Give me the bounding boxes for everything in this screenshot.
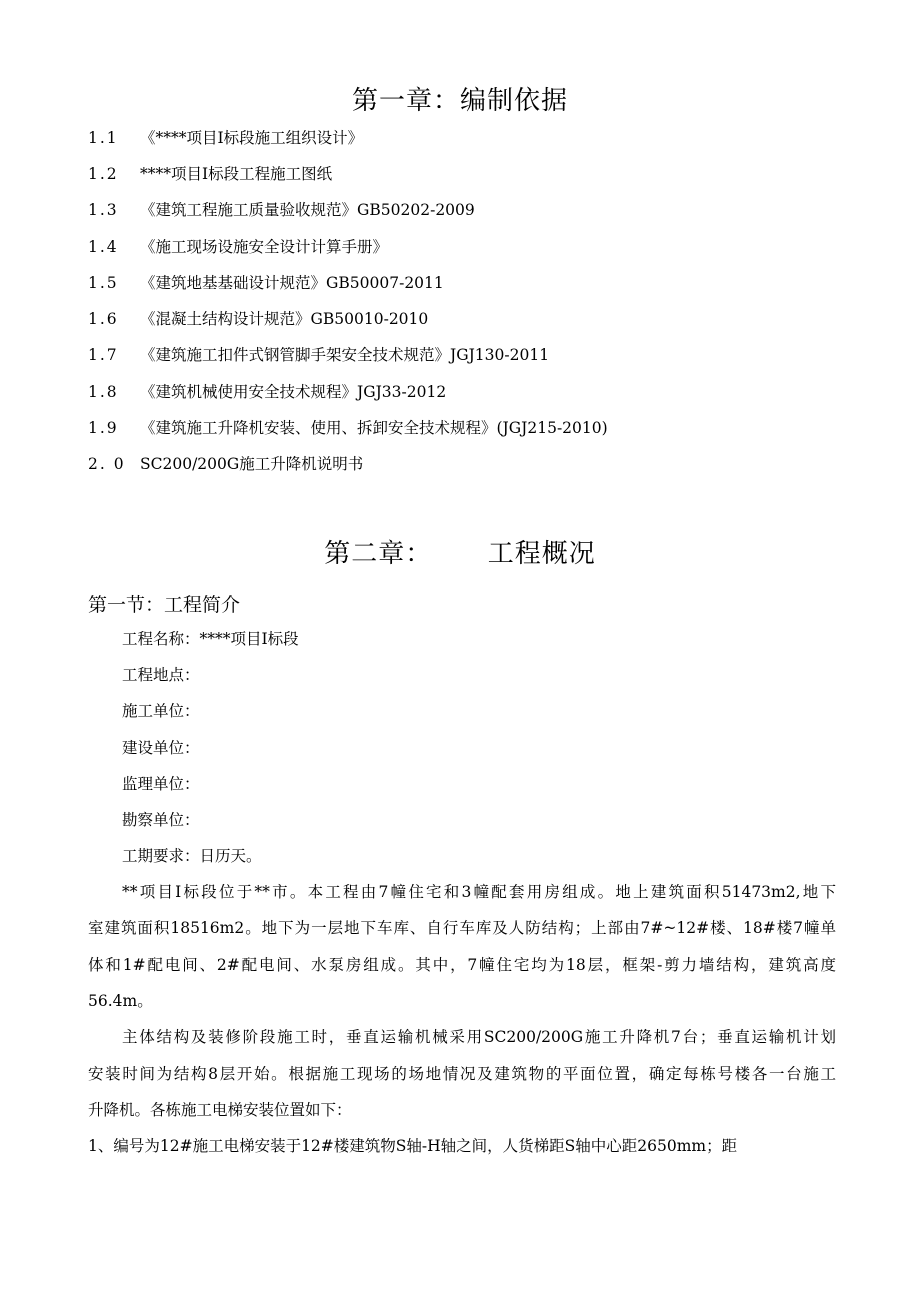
construction-unit-field: 施工单位： xyxy=(122,702,200,720)
reference-number: 1.1 xyxy=(88,129,119,147)
reference-number: 1.8 xyxy=(88,383,119,401)
reference-number: 1.2 xyxy=(88,165,119,183)
reference-text: SC200/200G施工升降机说明书 xyxy=(140,455,364,473)
survey-unit-field: 勘察单位： xyxy=(122,811,200,829)
owner-unit-field: 建设单位： xyxy=(122,739,200,757)
reference-text: 《混凝土结构设计规范》GB50010-2010 xyxy=(140,310,429,328)
reference-text: 《建筑机械使用安全技术规程》JGJ33-2012 xyxy=(140,383,447,401)
paragraph-line: 56.4m。 xyxy=(88,992,153,1010)
reference-text: 《建筑施工升降机安装、使用、拆卸安全技术规程》(JGJ215-2010) xyxy=(140,419,608,437)
reference-item xyxy=(88,417,608,439)
reference-item xyxy=(88,308,428,330)
reference-number: 1.7 xyxy=(88,346,119,364)
reference-text: ****项目Ⅰ标段工程施工图纸 xyxy=(140,165,333,183)
paragraph-line: 主体结构及装修阶段施工时，垂直运输机械采用SC200/200G施工升降机7台；垂直运输机计划 xyxy=(122,1028,836,1046)
reference-number: 1.5 xyxy=(88,274,119,292)
reference-number: 2. 0 xyxy=(88,455,126,473)
reference-item xyxy=(88,163,332,185)
project-name-field: 工程名称：****项目Ⅰ标段 xyxy=(122,630,299,648)
reference-item xyxy=(88,127,363,149)
paragraph-line: 安装时间为结构8层开始。根据施工现场的场地情况及建筑物的平面位置，确定每栋号楼各一台施工 xyxy=(88,1065,836,1083)
reference-item xyxy=(88,453,363,475)
paragraph-line: 升降机。各栋施工电梯安装位置如下： xyxy=(88,1101,352,1119)
reference-text: 《****项目Ⅰ标段施工组织设计》 xyxy=(140,129,364,147)
reference-item xyxy=(88,272,444,294)
paragraph-line: 体和1#配电间、2#配电间、水泵房组成。其中，7幢住宅均为18层，框架-剪力墙结构，建筑高度 xyxy=(88,956,836,974)
reference-number: 1.3 xyxy=(88,201,119,219)
section-title: 第一节：工程简介 xyxy=(88,594,241,616)
reference-text: 《施工现场设施安全设计计算手册》 xyxy=(140,238,389,256)
paragraph-line: 1、编号为12#施工电梯安装于12#楼建筑物S轴-H轴之间，人货梯距S轴中心距2650mm；距 xyxy=(88,1137,738,1155)
reference-item xyxy=(88,236,388,258)
reference-item xyxy=(88,199,475,221)
supervision-unit-field: 监理单位： xyxy=(122,775,200,793)
schedule-field: 工期要求：日历天。 xyxy=(122,847,262,865)
reference-number: 1.4 xyxy=(88,238,119,256)
chapter-2-title: 第二章： 工程概况 xyxy=(324,539,596,569)
paragraph-line: 室建筑面积18516m2。地下为一层地下车库、自行车库及人防结构；上部由7#~12#楼、18#楼7幢单 xyxy=(88,919,836,937)
reference-text: 《建筑施工扣件式钢管脚手架安全技术规范》JGJ130-2011 xyxy=(140,346,550,364)
chapter-1-title: 第一章：编制依据 xyxy=(351,86,568,116)
reference-text: 《建筑地基基础设计规范》GB50007-2011 xyxy=(140,274,444,292)
reference-text: 《建筑工程施工质量验收规范》GB50202-2009 xyxy=(140,201,475,219)
reference-number: 1.6 xyxy=(88,310,119,328)
reference-item xyxy=(88,344,549,366)
project-location-field: 工程地点： xyxy=(122,666,200,684)
reference-item xyxy=(88,381,446,403)
paragraph-line: **项目Ⅰ标段位于**市。本工程由7幢住宅和3幢配套用房组成。地上建筑面积51473m2,地下 xyxy=(122,883,836,901)
reference-number: 1.9 xyxy=(88,419,119,437)
